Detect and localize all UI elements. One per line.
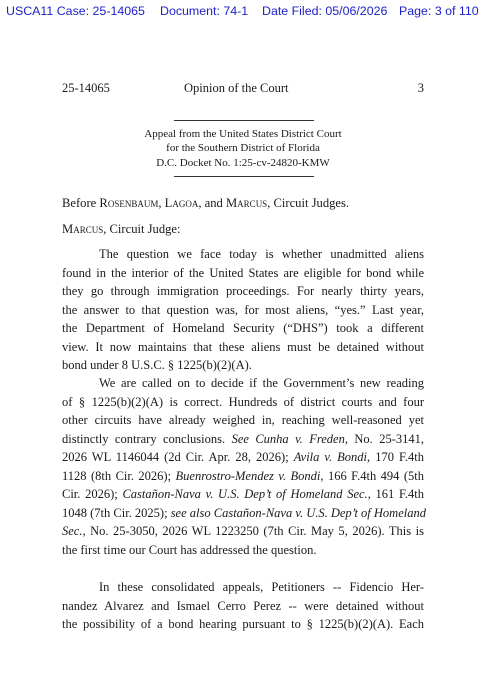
ecf-date-filed: Date Filed: 05/06/2026 xyxy=(262,4,388,18)
case-citation: see also Castañon-Nava v. U.S. Dep’t of Homeland xyxy=(170,505,426,520)
text-line: Cir. 2026); Castañon-Nava v. U.S. Dep’t of Homeland Sec., 161 F.4th xyxy=(62,487,424,501)
judge-name: Lagoa xyxy=(164,196,199,210)
running-head-docket: 25-14065 xyxy=(62,81,110,95)
author-line: Marcus, Circuit Judge: xyxy=(62,222,181,236)
text-line: the answer to that question was, for most aliens, “yes.” Last year, xyxy=(62,302,424,317)
text-line: the possibility of a bond hearing pursuant to § 1225(b)(2)(A). Each xyxy=(62,617,424,631)
opinion-paragraph-1 xyxy=(62,245,424,375)
text-line: We are called on to decide if the Government’s new reading xyxy=(99,376,424,390)
case-citation: Avila v. Bondi xyxy=(293,450,368,464)
ecf-document-number: Document: 74-1 xyxy=(160,4,249,18)
text-line: they go through immigration proceedings. For nearly thirty years, xyxy=(62,284,424,298)
text-line: The question we face today is whether unadmitted aliens xyxy=(99,247,424,261)
text-line: found in the interior of the United States are eligible for bond while xyxy=(62,265,424,280)
text-line: the Department of Homeland Security (“DHS”) took a different xyxy=(62,321,424,335)
running-head-page-number: 3 xyxy=(417,81,424,95)
text-line: 2026 WL 1146044 (2d Cir. Apr. 28, 2026); Avila v. Bondi, 170 F.4th xyxy=(62,450,425,464)
text-line: bond under 8 U.S.C. § 1225(b)(2)(A). xyxy=(62,358,252,372)
ecf-page-count: Page: 3 of 110 xyxy=(399,4,479,18)
appeal-block xyxy=(62,127,424,170)
text-line: of § 1225(b)(2)(A) is correct. Hundreds of district courts and four xyxy=(62,394,424,409)
case-citation: See Cunha v. Freden xyxy=(231,431,345,446)
text-line: other circuits have already weighed in, reaching well-reasoned yet xyxy=(62,413,424,427)
case-citation: Castañon-Nava v. U.S. Dep’t of Homeland Sec. xyxy=(122,487,368,501)
judge-name: Marcus xyxy=(225,196,268,210)
text-line: nandez Alvarez and Ismael Cerro Perez -- were detained without xyxy=(62,598,424,613)
appeal-line: for the Southern District of Florida xyxy=(166,142,320,155)
ecf-case-number: USCA11 Case: 25-14065 xyxy=(6,4,145,18)
opinion-paragraph-2 xyxy=(62,374,424,559)
opinion-paragraph-3 xyxy=(62,578,424,634)
text-line: 1128 (8th Cir. 2026); Buenrostro-Mendez v. Bondi, 166 F.4th 494 (5th xyxy=(62,468,424,483)
running-head-title: Opinion of the Court xyxy=(184,81,289,95)
appeal-line: Appeal from the United States District Court xyxy=(144,128,342,140)
text-line: 1048 (7th Cir. 2025); see also Castañon-Nava v. U.S. Dep’t of Homeland xyxy=(62,505,426,520)
top-rule xyxy=(174,120,314,121)
text-line: distinctly contrary conclusions. See Cunha v. Freden, No. 25-3141, xyxy=(62,431,424,446)
text-line: view. It now maintains that these aliens must be detained without xyxy=(62,339,424,354)
judge-name: Rosenbaum xyxy=(99,196,159,210)
case-citation: Sec. xyxy=(62,524,83,538)
appeal-line: D.C. Docket No. 1:25-cv-24820-KMW xyxy=(156,156,330,169)
bottom-rule xyxy=(174,176,314,177)
panel-line: Before Rosenbaum, Lagoa, and Marcus, Circuit Judges. xyxy=(62,196,350,210)
text-line: Sec., No. 25-3050, 2026 WL 1223250 (7th Cir. May 5, 2026). This is xyxy=(62,524,424,538)
text-line: the first time our Court has addressed the question. xyxy=(62,542,317,557)
author-name: Marcus xyxy=(62,222,104,236)
text-line: In these consolidated appeals, Petitioners -- Fidencio Her- xyxy=(99,580,424,594)
case-citation: Buenrostro-Mendez v. Bondi xyxy=(175,468,321,483)
